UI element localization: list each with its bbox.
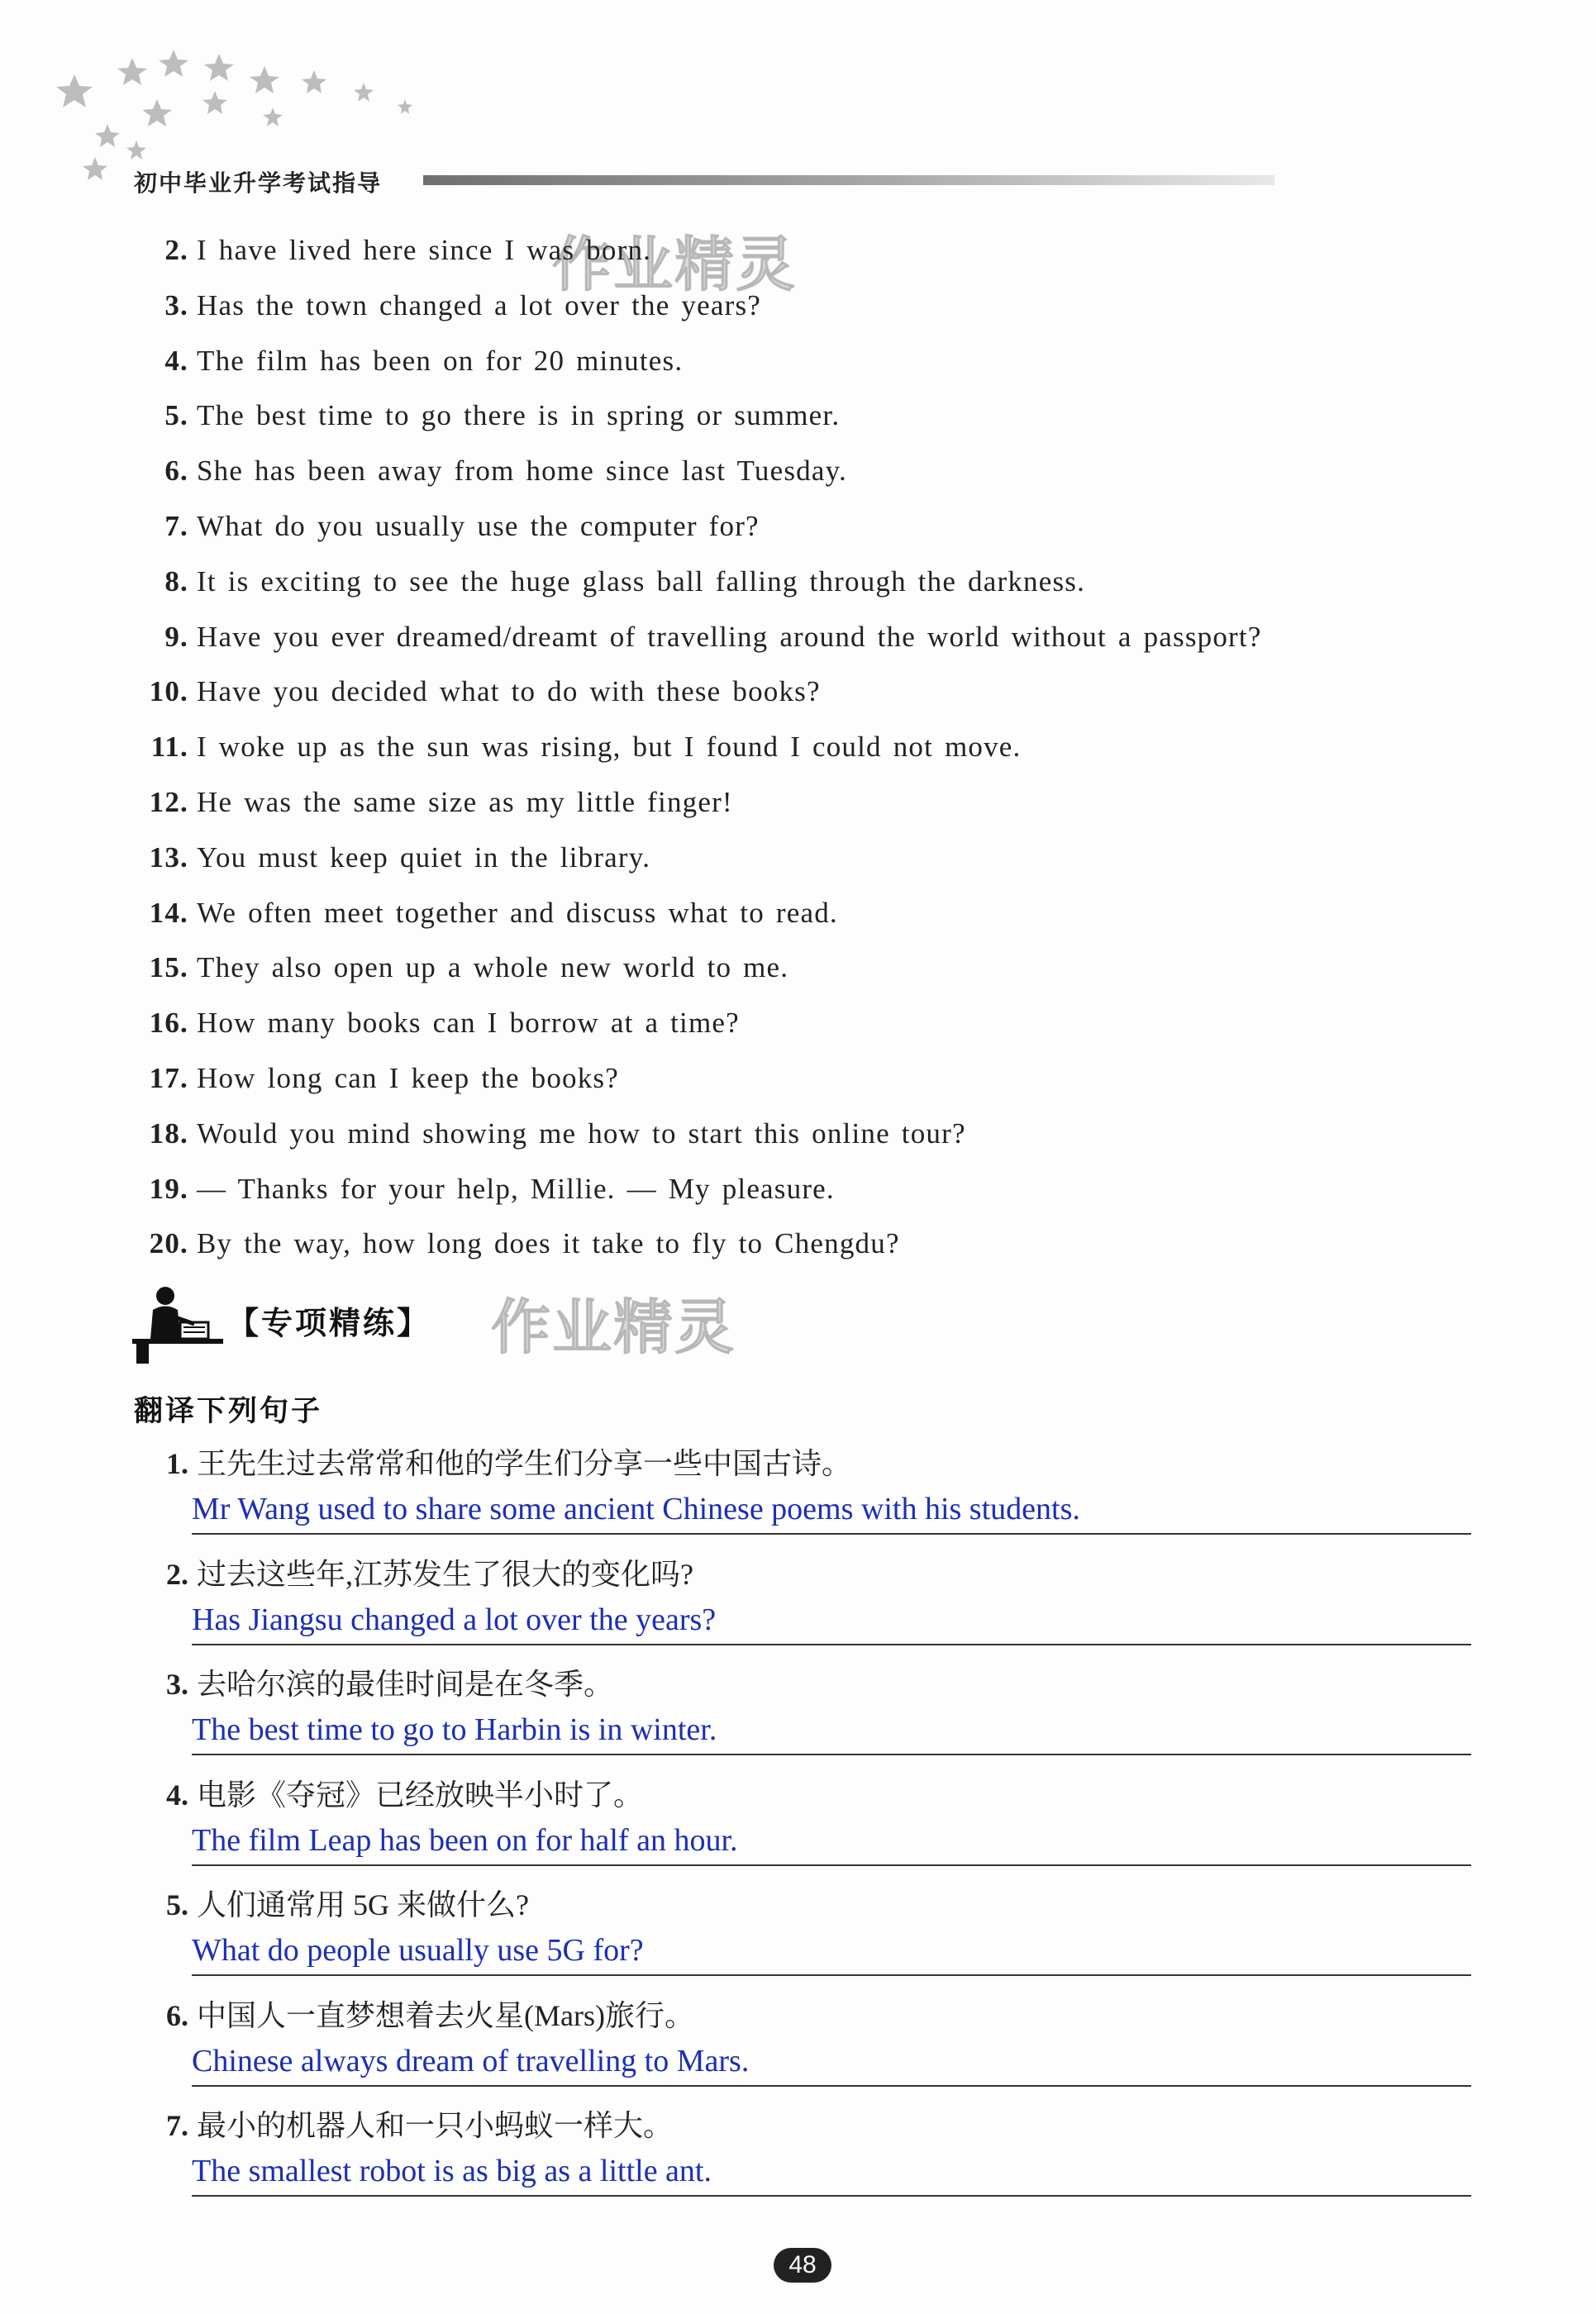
list-item — [132, 664, 1455, 720]
exercise-number: 4. — [166, 1778, 188, 1812]
exercise-question — [132, 1663, 613, 1706]
instruction-heading: 翻译下列句子 — [134, 1395, 323, 1428]
header-title: 初中毕业升学考试指导 — [134, 169, 383, 197]
list-item — [132, 831, 1455, 886]
question-text: 去哈尔滨的最佳时间是在冬季。 — [197, 1668, 614, 1701]
list-item — [132, 940, 1455, 996]
exercise-question — [132, 1442, 851, 1485]
item-number: 8. — [164, 564, 188, 598]
exercise-question — [132, 1774, 643, 1816]
exercise-item — [132, 2104, 1471, 2215]
list-item — [132, 334, 1455, 389]
item-number: 12. — [149, 785, 188, 818]
item-number: 20. — [149, 1227, 188, 1260]
section-header — [132, 1273, 711, 1364]
list-item — [132, 499, 1455, 555]
answer-text: The film Leap has been on for half an hour. — [192, 1822, 738, 1858]
exercise-question — [132, 2104, 673, 2147]
exercise-question — [132, 1553, 693, 1596]
watermark-section: 作业精灵 — [491, 1293, 736, 1362]
answer-text: The smallest robot is as big as a little ant. — [192, 2154, 712, 2188]
item-text: How many books can I borrow at a time? — [197, 1007, 740, 1040]
question-text: 王先生过去常常和他的学生们分享一些中国古诗。 — [197, 1447, 852, 1480]
list-item — [132, 775, 1455, 831]
item-text: It is exciting to see the huge glass ball falling through the darkness. — [197, 564, 1086, 598]
item-number: 13. — [149, 840, 188, 874]
exercise-number: 2. — [166, 1557, 188, 1591]
list-item — [132, 886, 1455, 941]
exercise-item — [132, 1774, 1471, 1884]
item-text: Would you mind showing me how to start this online tour? — [197, 1117, 966, 1150]
item-number: 10. — [149, 675, 188, 708]
item-text: They also open up a whole new world to me. — [197, 951, 789, 984]
answer-text: The best time to go to Harbin is in winter. — [192, 1712, 717, 1747]
answer-text: What do people usually use 5G for? — [192, 1933, 644, 1968]
item-text: She has been away from home since last Tuesday. — [197, 455, 847, 488]
item-number: 16. — [149, 1007, 188, 1040]
teacher-at-desk-icon — [132, 1273, 223, 1364]
question-text: 最小的机器人和一只小蚂蚁一样大。 — [197, 2109, 674, 2142]
sentence-list — [132, 223, 1455, 1272]
item-number: 7. — [164, 509, 188, 542]
list-item — [132, 555, 1455, 610]
item-number: 15. — [149, 951, 188, 984]
exercise-number: 5. — [166, 1888, 188, 1921]
item-text: Has the town changed a lot over the years? — [197, 288, 762, 321]
exercise-number: 1. — [166, 1447, 188, 1480]
section-title: 【专项精练】 — [227, 1305, 431, 1341]
item-text: We often meet together and discuss what to read. — [197, 896, 838, 929]
item-number: 5. — [164, 399, 188, 432]
exercise-item — [132, 1442, 1471, 1553]
question-text: 人们通常用 5G 来做什么? — [197, 1888, 529, 1921]
item-number: 11. — [150, 731, 188, 764]
item-text: He was the same size as my little finger! — [197, 785, 733, 818]
exercise-question — [132, 1994, 694, 2037]
list-item — [132, 720, 1455, 775]
item-number: 4. — [164, 344, 188, 377]
exercise-number: 3. — [166, 1668, 188, 1701]
question-text: 过去这些年,江苏发生了很大的变化吗? — [197, 1557, 693, 1591]
answer-line — [192, 1533, 1471, 1535]
exercise-number: 6. — [166, 1998, 188, 2032]
item-text: Have you decided what to do with these books? — [197, 675, 821, 708]
item-text: — Thanks for your help, Millie. — My pleasure. — [197, 1172, 835, 1205]
list-item — [132, 610, 1455, 665]
item-text: What do you usually use the computer for? — [197, 509, 760, 542]
stars-decoration — [50, 41, 446, 182]
answer-line — [192, 1644, 1471, 1645]
answer-text: Chinese always dream of travelling to Mars. — [192, 2043, 750, 2078]
header-rule — [423, 175, 1274, 185]
answer-text: Has Jiangsu changed a lot over the years? — [192, 1602, 717, 1637]
answer-text: Mr Wang used to share some ancient Chinese poems with his students. — [192, 1492, 1080, 1526]
item-number: 19. — [149, 1172, 188, 1205]
item-number: 2. — [164, 234, 188, 266]
exercise-item — [132, 1553, 1471, 1664]
answer-line — [192, 1754, 1471, 1755]
page-number: 48 — [774, 2248, 831, 2283]
item-number: 18. — [149, 1117, 188, 1150]
item-number: 6. — [164, 455, 188, 488]
item-text: You must keep quiet in the library. — [197, 840, 651, 874]
list-item — [132, 1107, 1455, 1162]
exercise-question — [132, 1883, 529, 1926]
list-item — [132, 1162, 1455, 1217]
question-text: 中国人一直梦想着去火星(Mars)旅行。 — [197, 1998, 694, 2032]
list-item — [132, 279, 1455, 334]
item-text: Have you ever dreamed/dreamt of travelling around the world without a passport? — [197, 620, 1262, 653]
item-text: The film has been on for 20 minutes. — [197, 344, 684, 377]
question-text: 电影《夺冠》已经放映半小时了。 — [197, 1778, 644, 1812]
list-item — [132, 223, 1455, 279]
answer-line — [192, 1864, 1471, 1866]
list-item — [132, 388, 1455, 444]
item-text: I woke up as the sun was rising, but I found I could not move. — [197, 731, 1022, 764]
item-text: The best time to go there is in spring or summer. — [197, 399, 841, 432]
list-item — [132, 444, 1455, 499]
answer-line — [192, 2085, 1471, 2087]
watermark-top: 作业精灵 — [552, 230, 798, 299]
exercise-item — [132, 1663, 1471, 1774]
exercise-item — [132, 1883, 1471, 1994]
item-text: I have lived here since I was born. — [197, 234, 652, 266]
exercise-list — [132, 1442, 1471, 2215]
list-item — [132, 996, 1455, 1051]
exercise-item — [132, 1994, 1471, 2105]
item-text: How long can I keep the books? — [197, 1061, 619, 1094]
item-number: 3. — [164, 288, 188, 321]
item-number: 9. — [164, 620, 188, 653]
list-item — [132, 1217, 1455, 1272]
item-text: By the way, how long does it take to fly to Chengdu? — [197, 1227, 900, 1260]
list-item — [132, 1051, 1455, 1107]
item-number: 17. — [149, 1061, 188, 1094]
answer-line — [192, 2195, 1471, 2197]
item-number: 14. — [149, 896, 188, 929]
answer-line — [192, 1974, 1471, 1976]
exercise-number: 7. — [166, 2109, 188, 2142]
